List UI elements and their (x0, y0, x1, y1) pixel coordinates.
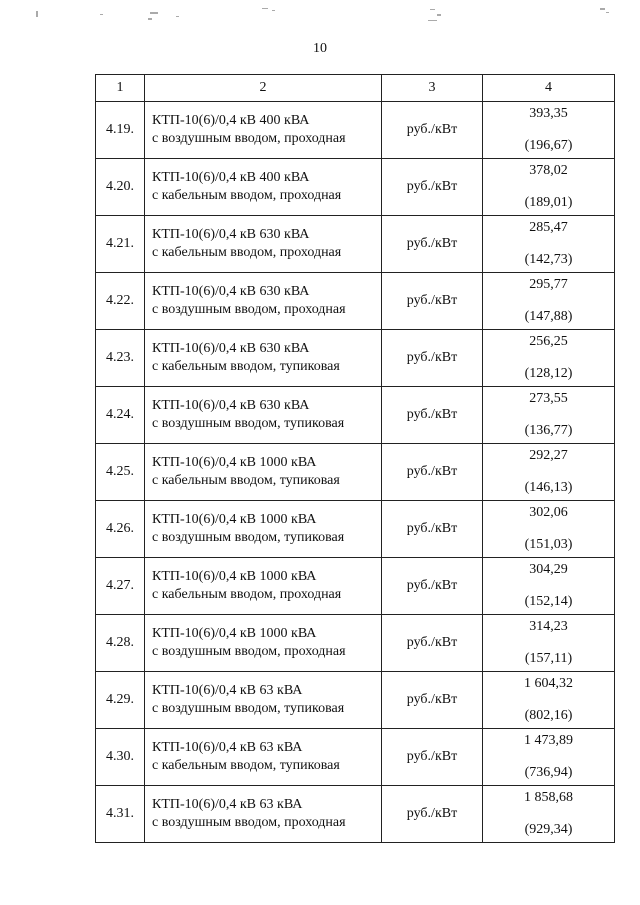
item-subtitle: с кабельным вводом, проходная (152, 188, 342, 203)
price-cell (483, 273, 615, 330)
price-cell (483, 216, 615, 273)
item-description (145, 558, 382, 615)
price-alt-value: (128,12) (524, 366, 573, 381)
price-value: 302,06 (529, 505, 568, 520)
item-title: КТП-10(6)/0,4 кВ 1000 кВА (152, 626, 317, 641)
price-cell (483, 558, 615, 615)
item-subtitle: с воздушным вводом, тупиковая (152, 416, 345, 431)
table-row (96, 615, 615, 672)
price-alt-value: (196,67) (524, 138, 573, 153)
price-value: 295,77 (529, 277, 568, 292)
table-row (96, 444, 615, 501)
item-description (145, 330, 382, 387)
price-value: 256,25 (529, 334, 568, 349)
table-row (96, 786, 615, 843)
item-description (145, 159, 382, 216)
item-title: КТП-10(6)/0,4 кВ 630 кВА (152, 341, 310, 356)
page-number: 10 (313, 41, 327, 56)
item-subtitle: с воздушным вводом, проходная (152, 644, 346, 659)
price-cell (483, 501, 615, 558)
price-cell (483, 102, 615, 159)
price-alt-value: (152,14) (524, 594, 573, 609)
unit-cell: руб./кВт (382, 102, 483, 159)
item-description (145, 615, 382, 672)
item-subtitle: с воздушным вводом, проходная (152, 131, 346, 146)
row-number: 4.31. (96, 786, 145, 843)
price-cell (483, 387, 615, 444)
table-row (96, 729, 615, 786)
unit-cell: руб./кВт (382, 273, 483, 330)
price-alt-value: (151,03) (524, 537, 573, 552)
row-number: 4.21. (96, 216, 145, 273)
unit-cell: руб./кВт (382, 615, 483, 672)
price-cell (483, 159, 615, 216)
item-subtitle: с воздушным вводом, тупиковая (152, 530, 345, 545)
price-cell (483, 444, 615, 501)
item-title: КТП-10(6)/0,4 кВ 630 кВА (152, 227, 310, 242)
price-value: 285,47 (529, 220, 568, 235)
price-value: 393,35 (529, 106, 568, 121)
table-row (96, 159, 615, 216)
column-header-4: 4 (483, 75, 615, 102)
item-subtitle: с кабельным вводом, тупиковая (152, 359, 340, 374)
unit-cell: руб./кВт (382, 330, 483, 387)
price-value: 314,23 (529, 619, 568, 634)
item-subtitle: с воздушным вводом, тупиковая (152, 701, 345, 716)
column-header-1: 1 (96, 75, 145, 102)
item-description (145, 387, 382, 444)
item-subtitle: с воздушным вводом, проходная (152, 815, 346, 830)
item-title: КТП-10(6)/0,4 кВ 63 кВА (152, 740, 303, 755)
price-cell (483, 729, 615, 786)
item-title: КТП-10(6)/0,4 кВ 630 кВА (152, 284, 310, 299)
unit-cell: руб./кВт (382, 558, 483, 615)
row-number: 4.20. (96, 159, 145, 216)
tariff-table (95, 74, 615, 843)
column-header-3: 3 (382, 75, 483, 102)
unit-cell: руб./кВт (382, 786, 483, 843)
table-row (96, 672, 615, 729)
item-subtitle: с кабельным вводом, тупиковая (152, 473, 340, 488)
row-number: 4.29. (96, 672, 145, 729)
table-header-row (96, 75, 615, 102)
price-value: 1 473,89 (524, 733, 573, 748)
price-cell (483, 330, 615, 387)
row-number: 4.25. (96, 444, 145, 501)
scan-specks (0, 0, 640, 30)
row-number: 4.26. (96, 501, 145, 558)
table-row (96, 102, 615, 159)
item-description (145, 501, 382, 558)
item-description (145, 672, 382, 729)
table-row (96, 273, 615, 330)
item-title: КТП-10(6)/0,4 кВ 63 кВА (152, 797, 303, 812)
price-cell (483, 615, 615, 672)
row-number: 4.23. (96, 330, 145, 387)
price-value: 1 604,32 (524, 676, 573, 691)
item-title: КТП-10(6)/0,4 кВ 1000 кВА (152, 512, 317, 527)
price-cell (483, 786, 615, 843)
table-row (96, 558, 615, 615)
item-description (145, 102, 382, 159)
price-alt-value: (157,11) (524, 651, 573, 666)
price-value: 292,27 (529, 448, 568, 463)
item-description (145, 216, 382, 273)
price-alt-value: (929,34) (524, 822, 573, 837)
item-description (145, 273, 382, 330)
row-number: 4.27. (96, 558, 145, 615)
column-header-2: 2 (145, 75, 382, 102)
item-title: КТП-10(6)/0,4 кВ 1000 кВА (152, 455, 317, 470)
unit-cell: руб./кВт (382, 159, 483, 216)
price-alt-value: (189,01) (524, 195, 573, 210)
unit-cell: руб./кВт (382, 216, 483, 273)
row-number: 4.19. (96, 102, 145, 159)
table-row (96, 216, 615, 273)
unit-cell: руб./кВт (382, 672, 483, 729)
item-title: КТП-10(6)/0,4 кВ 400 кВА (152, 113, 310, 128)
item-title: КТП-10(6)/0,4 кВ 400 кВА (152, 170, 310, 185)
item-description (145, 444, 382, 501)
row-number: 4.28. (96, 615, 145, 672)
price-cell (483, 672, 615, 729)
item-title: КТП-10(6)/0,4 кВ 1000 кВА (152, 569, 317, 584)
item-subtitle: с кабельным вводом, проходная (152, 587, 342, 602)
price-value: 273,55 (529, 391, 568, 406)
price-alt-value: (146,13) (524, 480, 573, 495)
table-row (96, 387, 615, 444)
unit-cell: руб./кВт (382, 387, 483, 444)
row-number: 4.30. (96, 729, 145, 786)
item-title: КТП-10(6)/0,4 кВ 63 кВА (152, 683, 303, 698)
unit-cell: руб./кВт (382, 444, 483, 501)
price-value: 1 858,68 (524, 790, 573, 805)
table-row (96, 330, 615, 387)
item-subtitle: с кабельным вводом, тупиковая (152, 758, 340, 773)
unit-cell: руб./кВт (382, 729, 483, 786)
row-number: 4.22. (96, 273, 145, 330)
item-description (145, 729, 382, 786)
price-alt-value: (736,94) (524, 765, 573, 780)
price-alt-value: (147,88) (524, 309, 573, 324)
price-value: 378,02 (529, 163, 568, 178)
item-description (145, 786, 382, 843)
item-title: КТП-10(6)/0,4 кВ 630 кВА (152, 398, 310, 413)
table-row (96, 501, 615, 558)
item-subtitle: с воздушным вводом, проходная (152, 302, 346, 317)
item-subtitle: с кабельным вводом, проходная (152, 245, 342, 260)
unit-cell: руб./кВт (382, 501, 483, 558)
price-value: 304,29 (529, 562, 568, 577)
price-alt-value: (142,73) (524, 252, 573, 267)
row-number: 4.24. (96, 387, 145, 444)
price-alt-value: (136,77) (524, 423, 573, 438)
price-alt-value: (802,16) (524, 708, 573, 723)
